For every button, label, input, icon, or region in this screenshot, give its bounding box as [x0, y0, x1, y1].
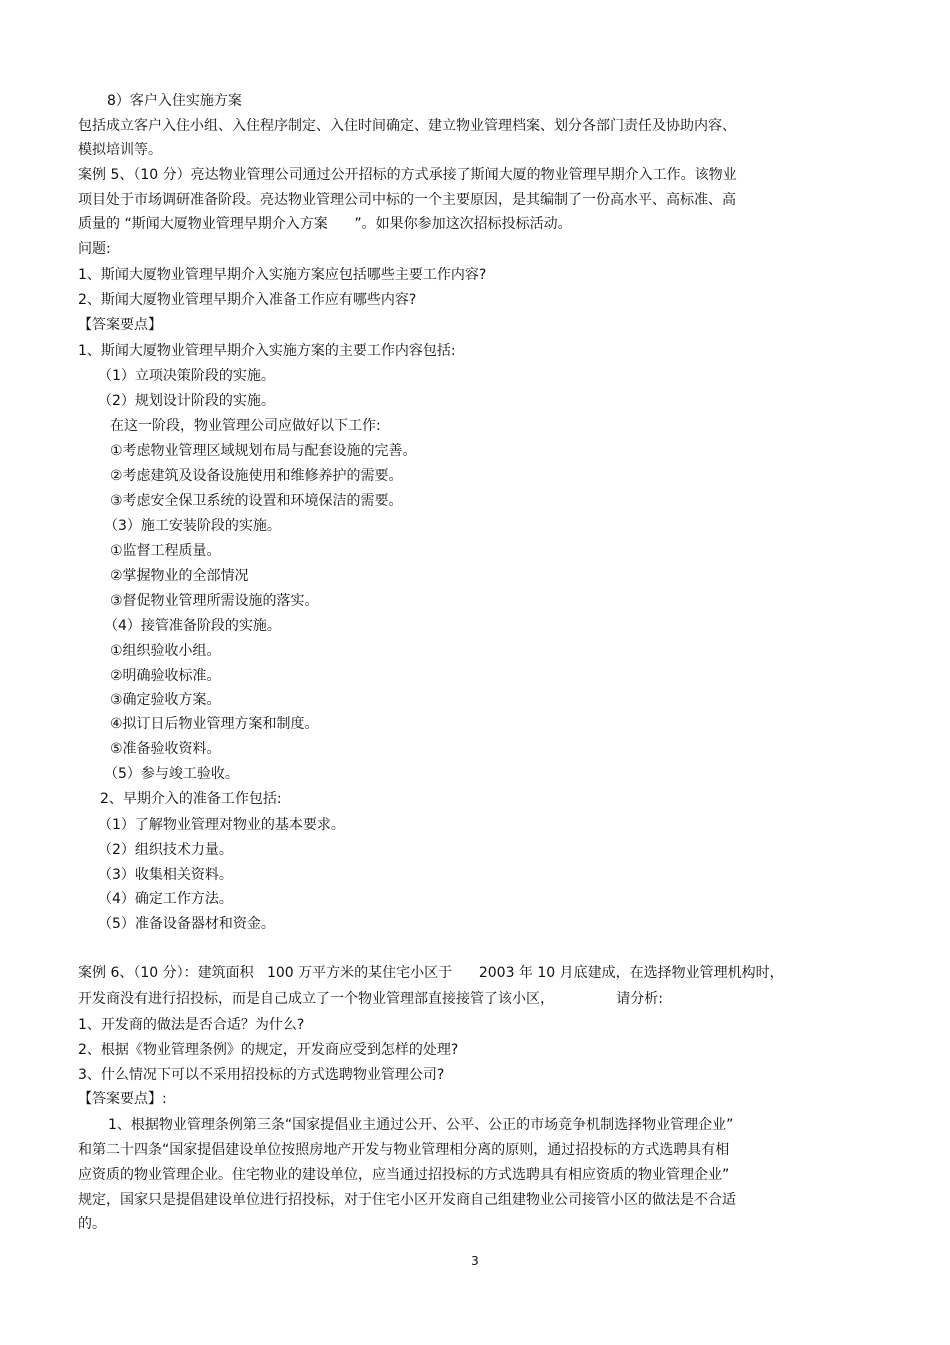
text-line: （4）确定工作方法。 [98, 891, 233, 907]
text-line: ②明确验收标准。 [110, 668, 221, 684]
text-line: 1、开发商的做法是否合适？为什么? [78, 1017, 305, 1033]
text-line: ②考虑建筑及设备设施使用和维修养护的需要。 [110, 468, 403, 484]
text-line: 项目处于市场调研准备阶段。亮达物业管理公司中标的一个主要原因，是其编制了一份高水平、高标准、高 [78, 192, 736, 208]
text-line: 的。 [78, 1216, 106, 1232]
text-line: ③督促物业管理所需设施的落实。 [110, 593, 319, 609]
text-line: （4）接管准备阶段的实施。 [104, 618, 281, 634]
text-line: 质量的 “斯闻大厦物业管理早期介入方案 ”。如果你参加这次招标投标活动。 [78, 216, 572, 232]
text-line: ④拟订日后物业管理方案和制度。 [110, 716, 319, 732]
text-line: ①考虑物业管理区域规划布局与配套设施的完善。 [110, 443, 417, 459]
text-line: 1、根据物业管理条例第三条“国家提倡业主通过公开、公平、公正的市场竞争机制选择物业管理企业” [108, 1117, 734, 1133]
text-line: 在这一阶段，物业管理公司应做好以下工作: [110, 418, 381, 434]
text-line: ③确定验收方案。 [110, 692, 221, 708]
text-line: 包括成立客户入住小组、入住程序制定、入住时间确定、建立物业管理档案、划分各部门责任及协助内容、 [78, 118, 736, 134]
text-line: 2、早期介入的准备工作包括: [100, 791, 282, 807]
text-line: 1、斯闻大厦物业管理早期介入实施方案的主要工作内容包括: [78, 343, 456, 359]
page-number: 3 [471, 1254, 479, 1268]
text-line: 8）客户入住实施方案 [107, 93, 242, 109]
text-line: 3、什么情况下可以不采用招投标的方式选聘物业管理公司? [78, 1067, 445, 1083]
text-line: 开发商没有进行招投标，而是自己成立了一个物业管理部直接接管了该小区， 请分析: [78, 991, 664, 1007]
text-line: 问题: [78, 241, 111, 257]
section-heading: 【答案要点】 [78, 317, 162, 333]
text-line: 案例 6、（10 分）：建筑面积 100 万平方米的某住宅小区于 2003 年 10 月底建成，在选择物业管理机构时， [78, 965, 784, 981]
text-line: 和第二十四条“国家提倡建设单位按照房地产开发与物业管理相分离的原则，通过招投标的方式选聘具有相 [78, 1142, 730, 1158]
text-line: ③考虑安全保卫系统的设置和环境保洁的需要。 [110, 493, 403, 509]
text-line: （2）组织技术力量。 [98, 842, 233, 858]
text-line: 模拟培训等。 [78, 142, 162, 158]
text-line: 案例 5、（10 分）亮达物业管理公司通过公开招标的方式承接了斯闻大厦的物业管理早期介入工作。该物业 [78, 167, 737, 183]
text-line: ②掌握物业的全部情况 [110, 568, 249, 584]
text-line: （2）规划设计阶段的实施。 [98, 393, 275, 409]
text-line: ①组织验收小组。 [110, 643, 221, 659]
text-line: 1、斯闻大厦物业管理早期介入实施方案应包括哪些主要工作内容? [78, 267, 487, 283]
text-line: 2、斯闻大厦物业管理早期介入准备工作应有哪些内容? [78, 292, 417, 308]
text-line: 2、根据《物业管理条例》的规定，开发商应受到怎样的处理? [78, 1042, 459, 1058]
text-line: （1）了解物业管理对物业的基本要求。 [98, 817, 345, 833]
text-line: ⑤准备验收资料。 [110, 741, 221, 757]
section-heading: 【答案要点】: [78, 1091, 167, 1107]
text-line: （5）参与竣工验收。 [104, 766, 239, 782]
text-line: （3）收集相关资料。 [98, 867, 233, 883]
text-line: （3）施工安装阶段的实施。 [104, 518, 281, 534]
text-line: 应资质的物业管理企业。住宅物业的建设单位，应当通过招投标的方式选聘具有相应资质的物业管理企业” [78, 1167, 730, 1183]
text-line: （5）准备设备器材和资金。 [98, 916, 275, 932]
text-line: （1）立项决策阶段的实施。 [98, 368, 275, 384]
text-line: 规定，国家只是提倡建设单位进行招投标，对于住宅小区开发商自己组建物业公司接管小区的做法是不合适 [78, 1192, 736, 1208]
text-line: ①监督工程质量。 [110, 543, 221, 559]
